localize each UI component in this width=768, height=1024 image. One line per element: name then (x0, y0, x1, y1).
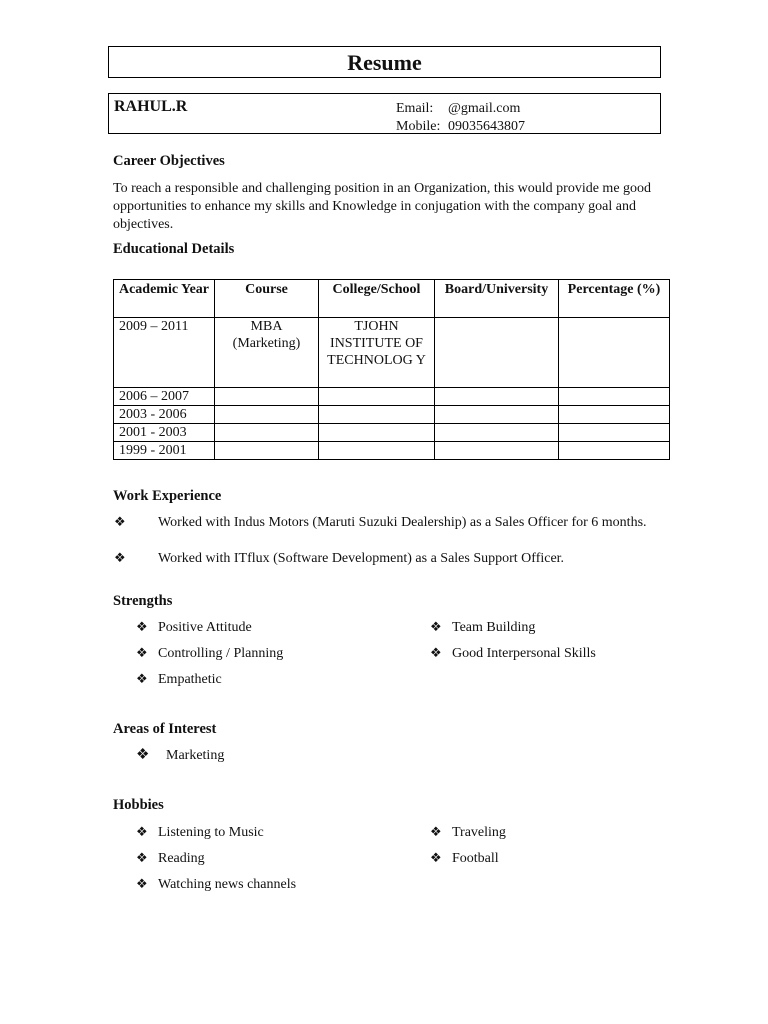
strength-item: Empathetic (158, 672, 222, 687)
table-cell: 2009 – 2011 (114, 318, 215, 388)
contact-box (108, 93, 661, 134)
list-item (430, 849, 499, 868)
list-item (136, 823, 264, 842)
column-header: Percentage (%) (559, 280, 670, 318)
table-cell (215, 388, 319, 406)
table-cell (319, 406, 435, 424)
table-cell: MBA (Marketing) (215, 318, 319, 388)
column-header: College/School (319, 280, 435, 318)
educational-details-heading: Educational Details (113, 241, 235, 257)
table-row (114, 318, 670, 388)
diamond-bullet-icon: ❖ (136, 850, 148, 865)
list-item (430, 618, 535, 637)
diamond-bullet-icon: ❖ (136, 876, 148, 891)
strength-item: Team Building (452, 620, 536, 635)
education-table (113, 279, 670, 460)
list-item (430, 644, 596, 663)
table-cell (435, 406, 559, 424)
table-cell (435, 318, 559, 388)
table-cell (559, 424, 670, 442)
table-cell (215, 424, 319, 442)
diamond-bullet-icon: ❖ (136, 671, 148, 686)
mobile-label: Mobile: (396, 119, 441, 134)
table-row (114, 406, 670, 424)
table-cell (559, 406, 670, 424)
diamond-bullet-icon: ❖ (430, 850, 442, 865)
email-value: @gmail.com (448, 101, 521, 116)
table-cell (559, 442, 670, 460)
hobby-item: Watching news channels (158, 877, 297, 892)
strength-item: Controlling / Planning (158, 646, 284, 661)
resume-title: Resume (108, 46, 661, 78)
list-item (114, 513, 658, 532)
table-cell (435, 442, 559, 460)
table-cell (435, 388, 559, 406)
mobile-value: 09035643807 (448, 119, 525, 134)
list-item (430, 823, 506, 842)
column-header: Course (215, 280, 319, 318)
candidate-name: RAHUL.R (114, 98, 188, 115)
email-label: Email: (396, 101, 434, 116)
list-item (114, 549, 658, 568)
table-cell (215, 442, 319, 460)
table-cell: 2001 - 2003 (114, 424, 215, 442)
areas-of-interest-heading: Areas of Interest (113, 721, 217, 737)
diamond-bullet-icon: ❖ (430, 645, 442, 660)
strengths-heading: Strengths (113, 593, 173, 609)
hobby-item: Football (452, 851, 499, 866)
career-objectives-heading: Career Objectives (113, 153, 225, 169)
list-item (136, 875, 296, 894)
contact-details (396, 100, 525, 136)
list-item (136, 618, 252, 637)
column-header: Board/University (435, 280, 559, 318)
diamond-bullet-icon: ❖ (136, 645, 148, 660)
table-cell: 1999 - 2001 (114, 442, 215, 460)
table-cell (559, 318, 670, 388)
table-row (114, 388, 670, 406)
career-objectives-text: To reach a responsible and challenging position in an Organization, this would provide me good opportunities to enhance my skills and Knowledge in conjugation with the company goal and objectives. (113, 181, 652, 232)
work-item: Worked with Indus Motors (Maruti Suzuki Dealership) as a Sales Officer for 6 months. (158, 515, 647, 530)
table-cell: 2006 – 2007 (114, 388, 215, 406)
work-experience-heading: Work Experience (113, 488, 222, 504)
email-line (396, 100, 525, 118)
strength-item: Positive Attitude (158, 620, 252, 635)
list-item (136, 849, 205, 868)
table-cell (435, 424, 559, 442)
diamond-bullet-icon: ❖ (430, 824, 442, 839)
table-cell: TJOHN INSTITUTE OF TECHNOLOG Y (319, 318, 435, 388)
table-header-row (114, 280, 670, 318)
hobbies-heading: Hobbies (113, 797, 164, 813)
table-cell (215, 406, 319, 424)
diamond-bullet-icon: ❖ (114, 514, 126, 529)
list-item (136, 644, 283, 663)
table-cell (559, 388, 670, 406)
diamond-bullet-icon: ❖ (136, 619, 148, 634)
list-item (136, 746, 224, 765)
interest-item: Marketing (166, 748, 225, 763)
diamond-bullet-icon: ❖ (136, 747, 150, 763)
diamond-bullet-icon: ❖ (114, 550, 126, 565)
diamond-bullet-icon: ❖ (430, 619, 442, 634)
hobby-item: Listening to Music (158, 825, 264, 840)
table-row (114, 442, 670, 460)
diamond-bullet-icon: ❖ (136, 824, 148, 839)
table-cell (319, 424, 435, 442)
table-row (114, 424, 670, 442)
mobile-line (396, 118, 525, 136)
table-cell: 2003 - 2006 (114, 406, 215, 424)
list-item (136, 670, 222, 689)
hobby-item: Traveling (452, 825, 506, 840)
table-cell (319, 388, 435, 406)
hobby-item: Reading (158, 851, 205, 866)
column-header: Academic Year (114, 280, 215, 318)
strength-item: Good Interpersonal Skills (452, 646, 596, 661)
table-cell (319, 442, 435, 460)
work-item: Worked with ITflux (Software Development) as a Sales Support Officer. (158, 551, 565, 566)
